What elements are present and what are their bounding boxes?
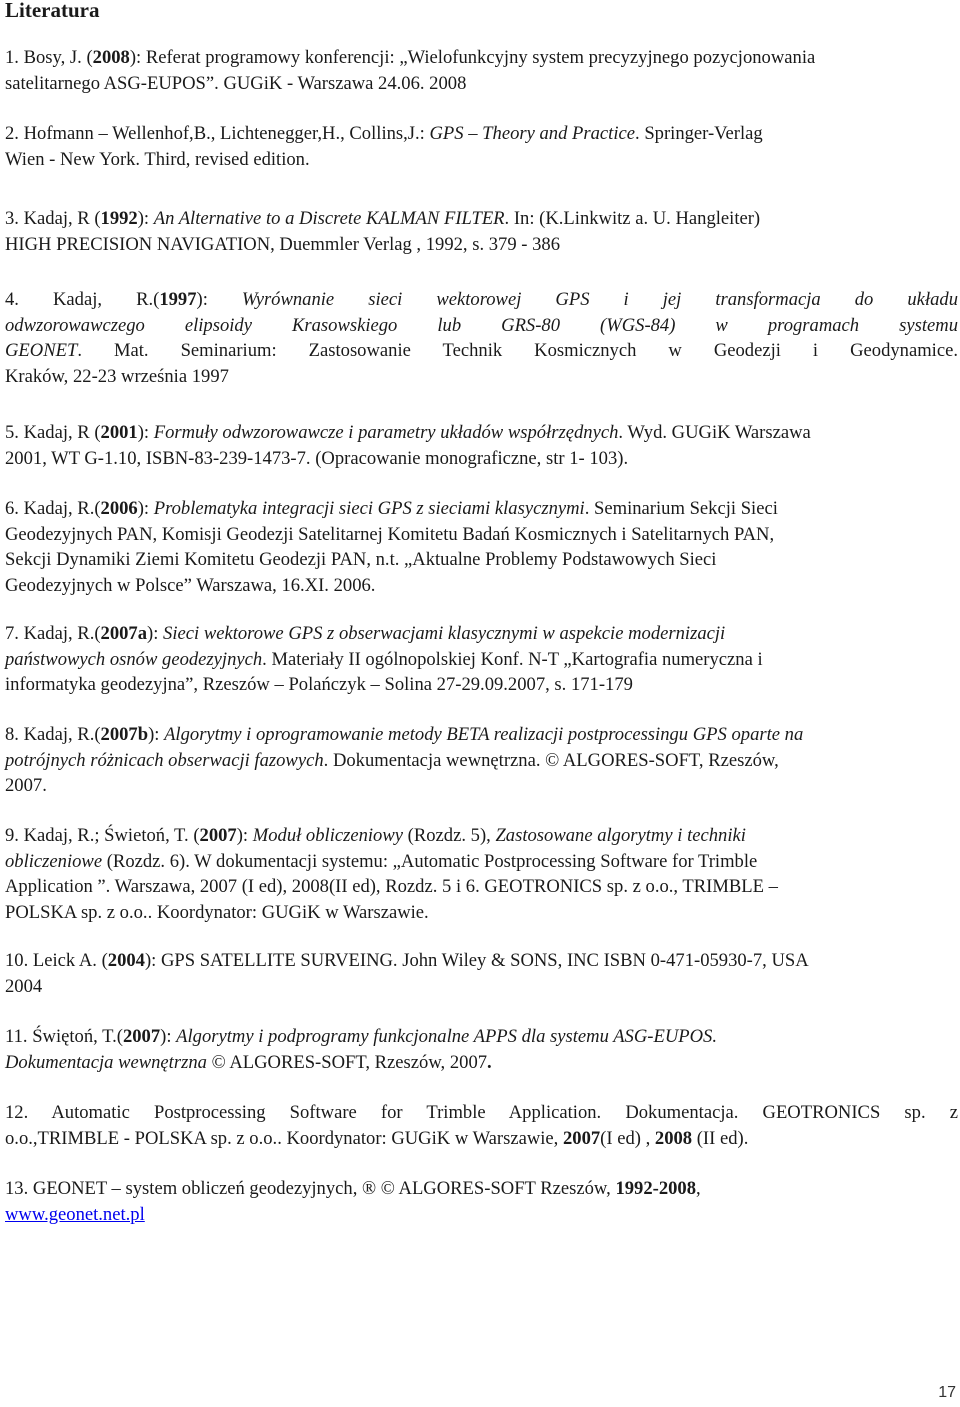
ref-text: informatyka geodezyjna”, Rzeszów – Polańczyk – Solina 27-29.09.2007, s. 171-179 [5, 674, 633, 696]
ref-year: 2007 [122, 1026, 161, 1047]
ref-text: 2. Hofmann – Wellenhof,B., Lichtenegger,H., Collins,J.: [5, 123, 430, 144]
reference-7 [5, 621, 958, 698]
reference-3 [5, 206, 958, 257]
ref-text: 4. Kadaj, R.( [5, 289, 160, 310]
ref-text: , [696, 1178, 701, 1199]
geonet-link[interactable]: www.geonet.net.pl [5, 1203, 145, 1225]
ref-title: obliczeniowe [5, 850, 103, 872]
ref-text: 2001, WT G-1.10, ISBN-83-239-1473-7. (Opracowanie monograficzne, str 1- 103). [5, 447, 629, 469]
ref-text: . Dokumentacja wewnętrzna. © ALGORES-SOFT, Rzeszów, [323, 749, 779, 771]
ref-text: Application ”. Warszawa, 2007 (I ed), 2008(II ed), Rozdz. 5 i 6. GEOTRONICS sp. z o.o., TRIMBLE – [5, 876, 778, 898]
ref-text: 7. Kadaj, R.( [5, 623, 101, 644]
ref-text: . Springer-Verlag [635, 123, 763, 144]
reference-4 [5, 287, 958, 389]
ref-text: 10. Leick A. ( [5, 950, 108, 971]
ref-text: . In: (K.Linkwitz a. U. Hangleiter) [504, 208, 761, 229]
ref-text: 3. Kadaj, R ( [5, 208, 101, 229]
ref-text: . Mat. Seminarium: Zastosowanie Technik Kosmicznych w Geodezji i Geodynamice. [77, 340, 958, 362]
ref-text: 1. Bosy, J. ( [5, 47, 93, 68]
ref-text: ): [196, 289, 242, 310]
reference-9 [5, 823, 958, 925]
ref-text: 2004 [5, 975, 43, 997]
ref-text: ): [160, 1026, 177, 1047]
ref-text: ): [137, 422, 154, 443]
ref-text: ): [147, 623, 164, 644]
ref-title: Algorytmy i oprogramowanie metody BETA realizacji postprocessingu GPS oparte na [164, 724, 804, 745]
ref-text: (Rozdz. 6). W dokumentacji systemu: „Automatic Postprocessing Software for Trimble [102, 850, 758, 872]
ref-year: 1992-2008 [615, 1178, 697, 1199]
ref-year: 2001 [100, 422, 138, 443]
ref-title: Wyrównanie sieci wektorowej GPS i jej transformacja do układu [241, 289, 958, 310]
ref-title: potrójnych różnicach obserwacji fazowych [5, 749, 324, 771]
reference-1 [5, 45, 958, 96]
ref-text: ): [137, 208, 154, 229]
ref-text: 11. Świętoń, T.( [5, 1026, 123, 1047]
ref-text: ): Referat programowy konferencji: „Wielofunkcyjny system precyzyjnego pozycjonowania [129, 47, 816, 68]
ref-text: Geodezyjnych w Polsce” Warszawa, 16.XI. 2006. [5, 574, 376, 596]
ref-text: Wien - New York. Third, revised edition. [5, 148, 310, 170]
ref-year: 1992 [100, 208, 138, 229]
ref-text: satelitarnego ASG-EUPOS”. GUGiK - Warszawa 24.06. 2008 [5, 72, 467, 94]
ref-text: ): [236, 825, 253, 846]
page-heading: Literatura [5, 0, 100, 22]
ref-text: . Wyd. GUGiK Warszawa [618, 422, 811, 443]
ref-year: 2008 [654, 1127, 693, 1149]
ref-text: (Rozdz. 5), [403, 825, 496, 846]
ref-text: 9. Kadaj, R.; Świetoń, T. ( [5, 825, 200, 846]
ref-text: (II ed). [692, 1127, 749, 1149]
ref-year: 2007 [199, 825, 237, 846]
reference-8 [5, 722, 958, 799]
ref-title: odwzorowawczego elipsoidy Krasowskiego lub GRS-80 (WGS-84) w programach systemu [5, 314, 958, 336]
reference-5 [5, 420, 958, 471]
ref-title: GEONET [5, 340, 78, 362]
ref-text: 12. Automatic Postprocessing Software for Trimble Application. Dokumentacja. GEOTRONICS sp. z [5, 1102, 958, 1123]
reference-11 [5, 1024, 958, 1075]
ref-text: 2007. [5, 775, 47, 797]
ref-text: . Materiały II ogólnopolskiej Konf. N-T „Kartografia numeryczna i [262, 648, 763, 670]
ref-text: 8. Kadaj, R.( [5, 724, 101, 745]
ref-title: Moduł obliczeniowy [252, 825, 404, 846]
ref-text: 13. GEONET – system obliczeń geodezyjnych, ® © ALGORES-SOFT Rzeszów, [5, 1178, 616, 1199]
ref-title: Formuły odwzorowawcze i parametry układów współrzędnych [153, 422, 619, 443]
ref-year: 1997 [159, 289, 197, 310]
reference-12 [5, 1100, 958, 1151]
page-number: 17 [938, 1384, 956, 1401]
reference-6 [5, 496, 958, 598]
ref-title: państwowych osnów geodezyjnych [5, 648, 263, 670]
reference-10 [5, 948, 958, 999]
ref-text: POLSKA sp. z o.o.. Koordynator: GUGiK w Warszawie. [5, 901, 429, 923]
ref-title: An Alternative to a Discrete KALMAN FILTER [153, 208, 505, 229]
ref-text: ): [148, 724, 165, 745]
reference-13 [5, 1176, 958, 1227]
ref-text: 6. Kadaj, R.( [5, 498, 101, 519]
ref-year: 2004 [107, 950, 145, 971]
ref-year: 2007 [562, 1127, 601, 1149]
ref-title: Algorytmy i podprogramy funkcjonalne APPS dla systemu ASG-EUPOS. [176, 1026, 717, 1047]
ref-year: 2006 [100, 498, 138, 519]
ref-text: HIGH PRECISION NAVIGATION, Duemmler Verlag , 1992, s. 379 - 386 [5, 233, 561, 255]
ref-text: ): GPS SATELLITE SURVEING. John Wiley & SONS, INC ISBN 0-471-05930-7, USA [144, 950, 809, 971]
ref-text: o.o.,TRIMBLE - POLSKA sp. z o.o.. Koordynator: GUGiK w Warszawie, [5, 1127, 563, 1149]
ref-text: Geodezyjnych PAN, Komisji Geodezji Satelitarnej Komitetu Badań Kosmicznych i Satelitarnych PAN, [5, 523, 775, 545]
ref-text: 5. Kadaj, R ( [5, 422, 101, 443]
ref-title: GPS – Theory and Practice [429, 123, 636, 144]
ref-title: Zastosowane algorytmy i techniki [495, 825, 746, 846]
ref-year: 2007b [100, 724, 149, 745]
ref-year: 2008 [92, 47, 130, 68]
ref-text: Sekcji Dynamiki Ziemi Komitetu Geodezji PAN, n.t. „Aktualne Problemy Podstawowych Sieci [5, 549, 717, 571]
ref-text: ): [137, 498, 154, 519]
ref-title: Sieci wektorowe GPS z obserwacjami klasycznymi w aspekcie modernizacji [163, 623, 726, 644]
ref-year: 2007a [100, 623, 148, 644]
ref-text: (I ed) , [600, 1127, 655, 1149]
ref-text: . Seminarium Sekcji Sieci [584, 498, 778, 519]
ref-text: Kraków, 22-23 września 1997 [5, 365, 229, 387]
ref-text: . [487, 1051, 492, 1073]
reference-2 [5, 121, 958, 172]
ref-title: Dokumentacja wewnętrzna [5, 1051, 207, 1073]
ref-text: © ALGORES-SOFT, Rzeszów, 2007 [206, 1051, 488, 1073]
ref-title: Problematyka integracji sieci GPS z sieciami klasycznymi [153, 498, 585, 519]
